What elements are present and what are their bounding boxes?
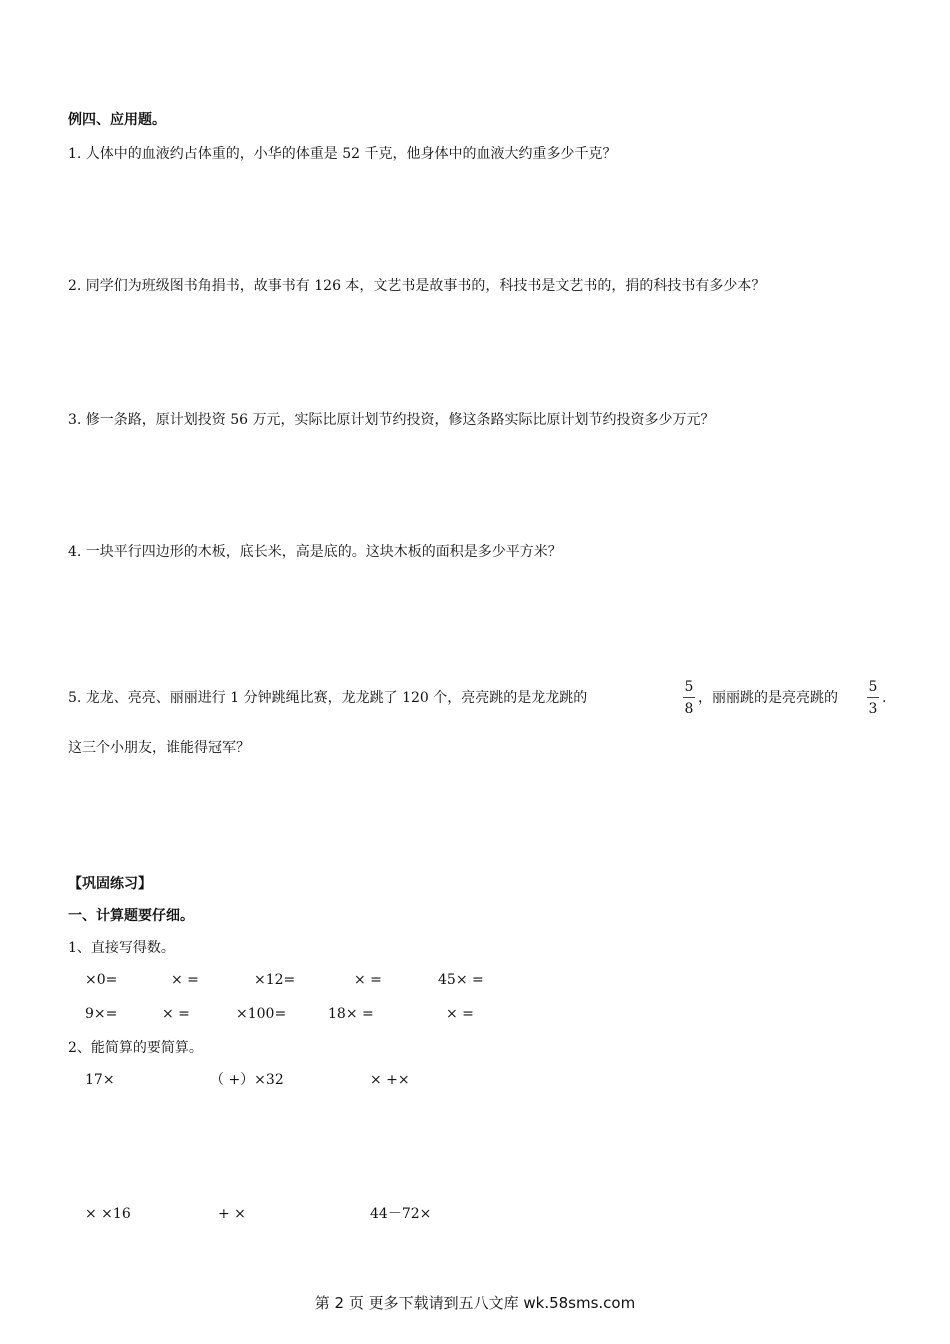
question-4: 4. 一块平行四边形的木板，底长米，高是底的。这块木板的面积是多少平方米？ bbox=[68, 544, 562, 560]
question-3: 3. 修一条路，原计划投资 56 万元，实际比原计划节约投资，修这条路实际比原计划节约投资多少万元？ bbox=[68, 412, 715, 428]
fraction-2-numerator: 5 bbox=[868, 679, 878, 695]
question-5-part2: ，丽丽跳的是亮亮跳的 bbox=[698, 690, 838, 706]
practice-title: 【巩固练习】 bbox=[68, 876, 152, 892]
fraction-1-numerator: 5 bbox=[684, 679, 694, 695]
simplify-row-2-cell-1: × ×16 bbox=[85, 1206, 131, 1222]
calc-row-2-cell-4: 18× = bbox=[328, 1006, 374, 1022]
question-5-part1: 5. 龙龙、亮亮、丽丽进行 1 分钟跳绳比赛，龙龙跳了 120 个，亮亮跳的是龙龙跳的 bbox=[68, 690, 588, 706]
simplify-row-1-cell-2: （ +）×32 bbox=[210, 1072, 284, 1088]
fraction-1-denominator: 8 bbox=[684, 701, 694, 717]
calc-row-1-cell-2: × = bbox=[171, 972, 199, 988]
calc-row-2-cell-1: 9×= bbox=[85, 1006, 118, 1022]
question-5-line2: 这三个小朋友，谁能得冠军？ bbox=[68, 740, 250, 756]
calc-row-1-cell-3: ×12= bbox=[254, 972, 296, 988]
simplify-row-2-cell-3: 44－72× bbox=[370, 1206, 432, 1222]
fraction-2-bar bbox=[867, 697, 879, 698]
calc-row-2-cell-5: × = bbox=[446, 1006, 474, 1022]
page-footer: 第 2 页 更多下载请到五八文库 wk.58sms.com bbox=[314, 1294, 636, 1312]
question-5-fraction-1 bbox=[682, 679, 696, 717]
calc-row-2-cell-3: ×100= bbox=[236, 1006, 287, 1022]
question-1: 1. 人体中的血液约占体重的，小华的体重是 52 千克，他身体中的血液大约重多少千克？ bbox=[68, 146, 617, 162]
calc-row-1-cell-5: 45× = bbox=[438, 972, 484, 988]
simplify-row-2-cell-2: + × bbox=[218, 1206, 246, 1222]
simplify-row-1-cell-3: × +× bbox=[370, 1072, 410, 1088]
calc-row-1-cell-1: ×0= bbox=[85, 972, 118, 988]
simplify-row-1-cell-1: 17× bbox=[85, 1072, 115, 1088]
calc-row-2-cell-2: × = bbox=[162, 1006, 190, 1022]
question-5-fraction-2 bbox=[866, 679, 880, 717]
section4-title: 例四、应用题。 bbox=[68, 112, 166, 128]
practice-subtitle: 一、计算题要仔细。 bbox=[68, 908, 194, 924]
question-2: 2. 同学们为班级图书角捐书，故事书有 126 本，文艺书是故事书的，科技书是文艺书的，捐的科技书有多少本？ bbox=[68, 278, 766, 294]
calc-row-1-cell-4: × = bbox=[354, 972, 382, 988]
fraction-2-denominator: 3 bbox=[868, 701, 878, 717]
fraction-1-bar bbox=[683, 697, 695, 698]
practice-item-1: 1、直接写得数。 bbox=[68, 940, 175, 956]
question-5-end: . bbox=[882, 690, 887, 706]
practice-item-2: 2、能简算的要简算。 bbox=[68, 1040, 203, 1056]
